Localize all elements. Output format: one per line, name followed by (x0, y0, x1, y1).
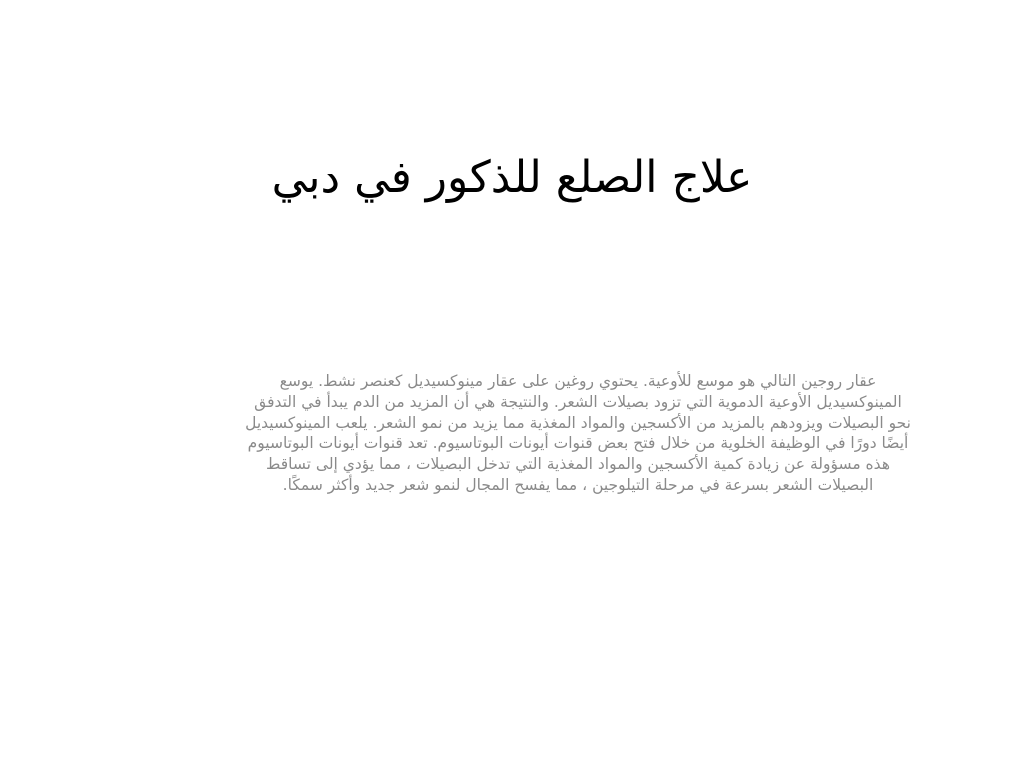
body-line-6: البصيلات الشعر بسرعة في مرحلة التيلوجين ، مما يفسح المجال لنمو شعر جديد وأكثر سمكًا. (282, 475, 874, 494)
slide-title: علاج الصلع للذكور في دبي (271, 152, 753, 203)
slide-body-text (168, 371, 988, 496)
body-line-2: المينوكسيديل الأوعية الدموية التي تزود بصيلات الشعر. والنتيجة هي أن المزيد من الدم يبدأ في التدفق (254, 392, 902, 411)
body-line-3: نحو البصيلات ويزودهم بالمزيد من الأكسجين والمواد المغذية مما يزيد من نمو الشعر. يلعب المينوكسيديل (245, 413, 911, 432)
body-line-5: هذه مسؤولة عن زيادة كمية الأكسجين والمواد المغذية التي تدخل البصيلات ، مما يؤدي إلى تساقط (265, 455, 890, 474)
body-line-1: عقار روجين التالي هو موسع للأوعية. يحتوي روغين على عقار مينوكسيديل كعنصر نشط. يوسع (279, 372, 877, 390)
body-line-4: أيضًا دورًا في الوظيفة الخلوية من خلال فتح بعض قنوات أيونات البوتاسيوم. تعد قنوات أيونات البوتاسيوم (247, 434, 909, 453)
